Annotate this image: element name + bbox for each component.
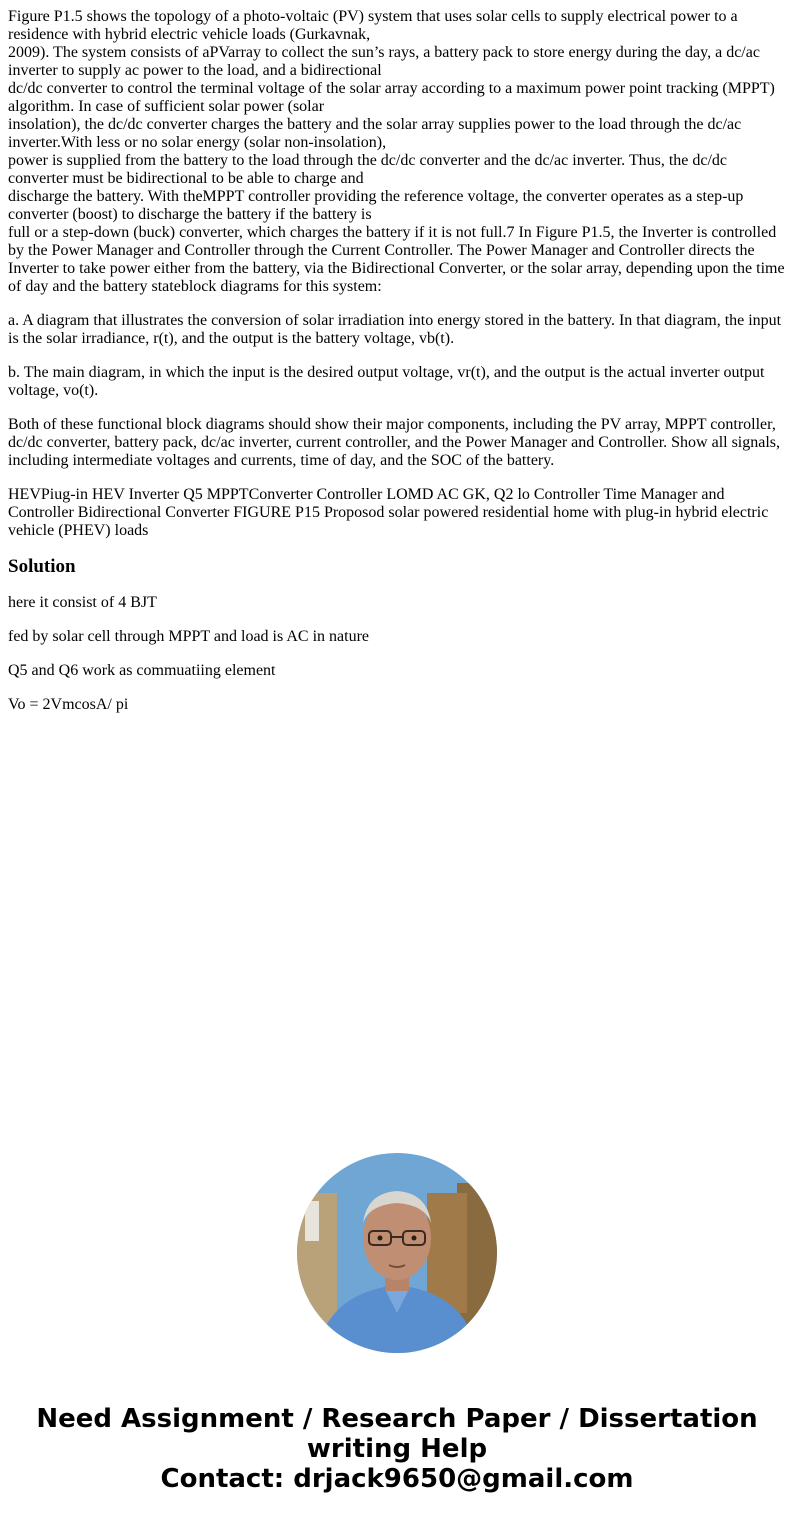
- part-a-paragraph: a. A diagram that illustrates the conversion of solar irradiation into energy stored in the battery. In that diagram, the input is the solar irradiance, r(t), and the output is the battery voltage, vb(t).: [8, 312, 782, 347]
- solution-line: Q5 and Q6 work as commuatiing element: [8, 662, 276, 679]
- page-content: [8, 8, 786, 730]
- problem-line: insolation), the dc/dc converter charges the battery and the solar array supplies power to the load through the dc/ac inverter.With less or no solar energy (solar non-insolation),: [8, 116, 742, 151]
- solution-line: here it consist of 4 BJT: [8, 594, 157, 611]
- problem-statement: [8, 8, 786, 296]
- solution-line: Vo = 2VmcosA/ pi: [8, 696, 129, 713]
- solution-heading: Solution: [8, 556, 76, 577]
- problem-line: full or a step-down (buck) converter, which charges the battery if it is not full.7 In Figure P1.5, the Inverter is controlled by the Power Manager and Controller through the Current Controller. The Power Manager and Controller directs the Inverter to take power either from the battery, via the Bidirectional Converter, or the solar array, depending upon the time of day and the battery stateblock diagrams for this system:: [8, 224, 785, 295]
- avatar: [297, 1153, 497, 1353]
- figure-caption-text: HEVPiug-in HEV Inverter Q5 MPPTConverter Controller LOMD AC GK, Q2 lo Controller Time Manager and Controller Bidirectional Converter FIGURE P15 Proposod solar powered residential home with plug-in hybrid electric vehicle (PHEV) loads: [8, 486, 769, 539]
- problem-line: discharge the battery. With theMPPT controller providing the reference voltage, the converter operates as a step-up converter (boost) to discharge the battery if the battery is: [8, 188, 744, 223]
- footer-contact: Contact: drjack9650@gmail.com: [160, 1464, 634, 1494]
- problem-line: dc/dc converter to control the terminal voltage of the solar array according to a maximum power point tracking (MPPT) algorithm. In case of sufficient solar power (solar: [8, 80, 775, 115]
- part-b-paragraph: b. The main diagram, in which the input is the desired output voltage, vr(t), and the output is the actual inverter output voltage, vo(t).: [8, 364, 765, 399]
- problem-line: power is supplied from the battery to the load through the dc/dc converter and the dc/ac inverter. Thus, the dc/dc converter must be bidirectional to be able to charge and: [8, 152, 728, 187]
- problem-line: Figure P1.5 shows the topology of a photo-voltaic (PV) system that uses solar cells to supply electrical power to a residence with hybrid electric vehicle loads (Gurkavnak,: [8, 8, 738, 43]
- footer-line: Need Assignment / Research Paper / Dissertation: [36, 1404, 758, 1434]
- instructions-paragraph: Both of these functional block diagrams should show their major components, including the PV array, MPPT controller, dc/dc converter, battery pack, dc/ac inverter, current controller, and the Power Manager and Controller. Show all signals, including intermediate voltages and currents, time of day, and the SOC of the battery.: [8, 416, 781, 469]
- footer-banner: [0, 1404, 794, 1494]
- solution-line: fed by solar cell through MPPT and load is AC in nature: [8, 628, 369, 645]
- problem-line: 2009). The system consists of aPVarray to collect the sun’s rays, a battery pack to store energy during the day, a dc/ac inverter to supply ac power to the load, and a bidirectional: [8, 44, 760, 79]
- person-portrait-icon: [297, 1153, 497, 1353]
- footer-line: writing Help: [306, 1434, 488, 1464]
